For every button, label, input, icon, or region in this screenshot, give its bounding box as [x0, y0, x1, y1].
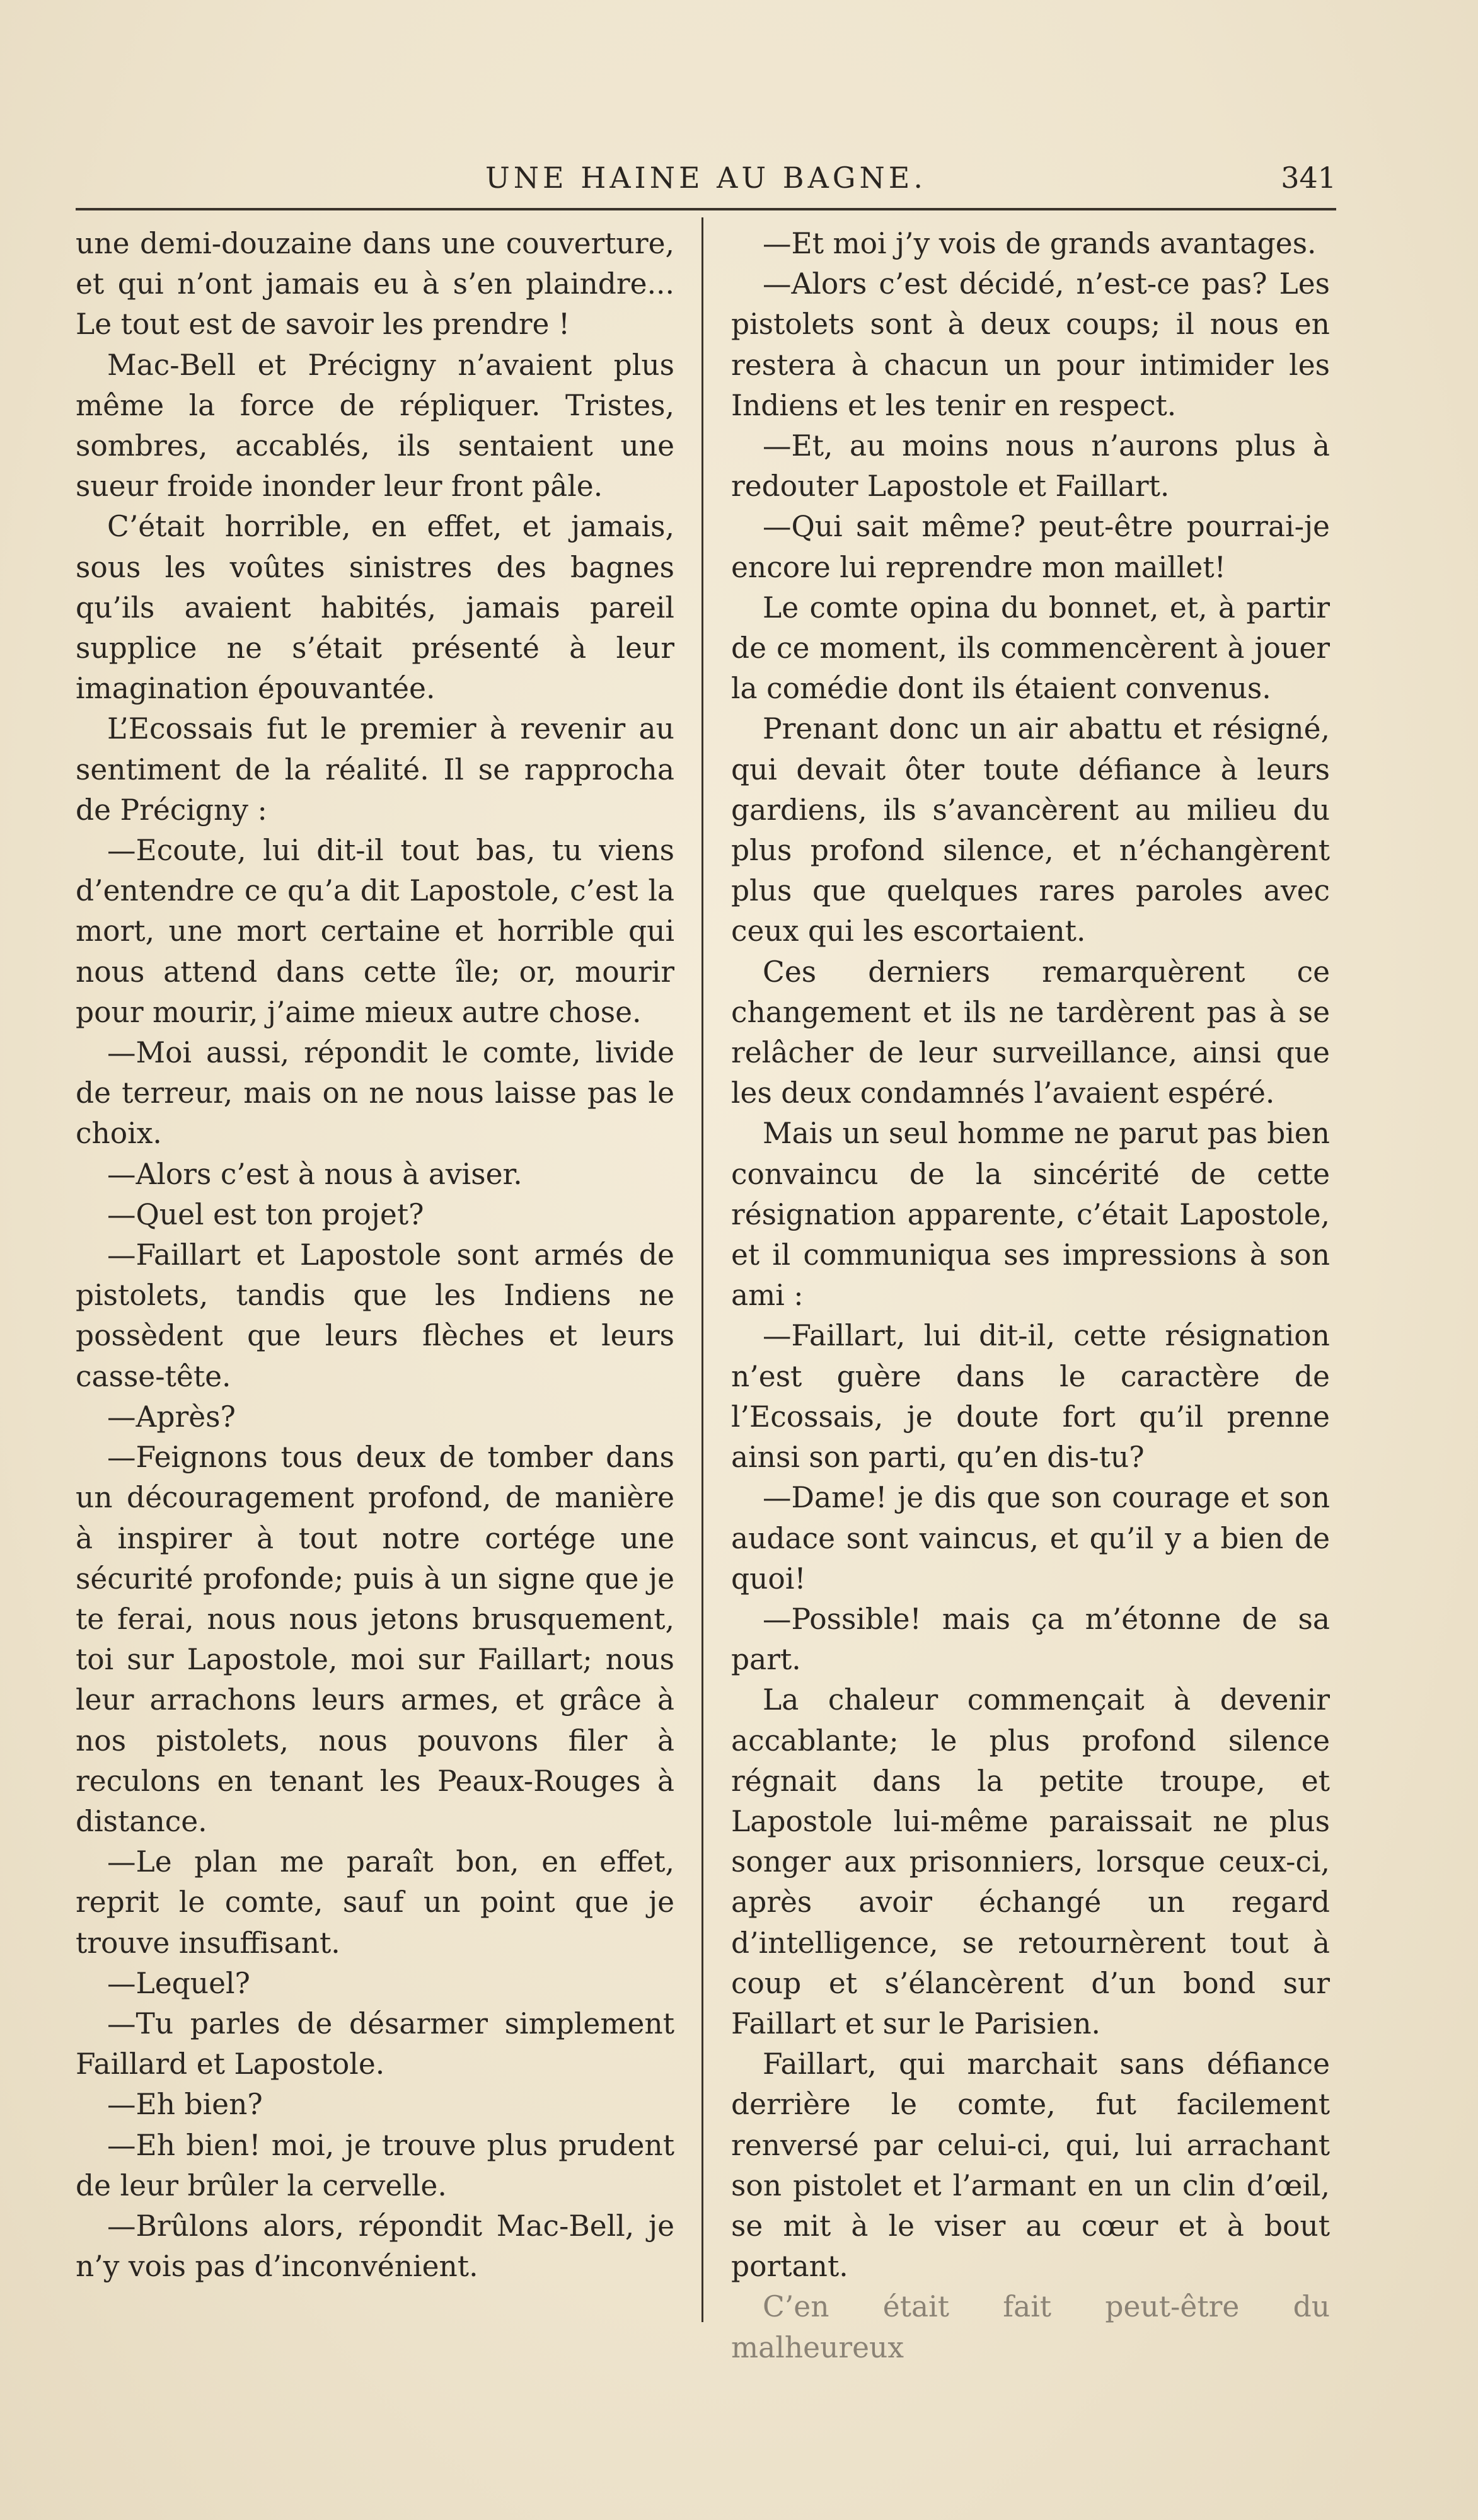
- right-column: [731, 224, 1330, 2368]
- paragraph: —Le plan me paraît bon, en effet, reprit le comte, sauf un point que je trouve insuffisant.: [76, 1845, 674, 1960]
- paragraph: Ces derniers remarquèrent ce changement et ils ne tardèrent pas à se relâcher de leur surveillance, ainsi que les deux condamnés l’avaient espéré.: [731, 955, 1330, 1110]
- paragraph: —Eh bien?: [107, 2088, 263, 2122]
- left-column: [76, 224, 674, 2287]
- paragraph: Mais un seul homme ne parut pas bien convaincu de la sincérité de cette résignation apparente, c’était Lapostole, et il communiqua ses impressions à son ami :: [731, 1117, 1330, 1313]
- page-header: [76, 161, 1336, 205]
- paragraph: —Feignons tous deux de tomber dans un découragement profond, de manière à inspirer à tout notre cortége une sécurité profonde; puis à un signe que je te ferai, nous nous jetons brusquement, toi sur Lapostole, moi sur Faillart; nous leur arrachons leurs armes, et grâce à nos pistolets, nous pouvons filer à reculons en tenant les Peaux-Rouges à distance.: [76, 1441, 674, 1838]
- paragraph: —Quel est ton projet?: [107, 1197, 424, 1231]
- paragraph: —Après?: [107, 1400, 236, 1434]
- paragraph: —Moi aussi, répondit le comte, livide de terreur, mais on ne nous laisse pas le choix.: [76, 1036, 674, 1151]
- paragraph: Le comte opina du bonnet, et, à partir de ce moment, ils commencèrent à jouer la comédie dont ils étaient convenus.: [731, 590, 1330, 706]
- paragraph: L’Ecossais fut le premier à revenir au sentiment de la réalité. Il se rapprocha de Précigny :: [76, 712, 674, 827]
- page-number: 341: [1281, 161, 1336, 195]
- paragraph: —Qui sait même? peut-être pourrai-je encore lui reprendre mon maillet!: [731, 510, 1330, 584]
- paragraph: —Faillart et Lapostole sont armés de pistolets, tandis que les Indiens ne possèdent que leurs flèches et leurs casse-tête.: [76, 1238, 674, 1393]
- paragraph: La chaleur commençait à devenir accablante; le plus profond silence régnait dans la petite troupe, et Lapostole lui-même paraissait ne plus songer aux prisonniers, lorsque ceux-ci, après avoir échangé un regard d’intelligence, se retournèrent tout à coup et s’élancèrent d’un bond sur Faillart et sur le Parisien.: [731, 1683, 1330, 2040]
- paragraph: une demi-douzaine dans une couverture, et qui n’ont jamais eu à s’en plaindre... Le tout est de savoir les prendre !: [76, 227, 674, 342]
- paragraph: C’était horrible, en effet, et jamais, sous les voûtes sinistres des bagnes qu’ils avaient habités, jamais pareil supplice ne s’était présenté à leur imagination épouvantée.: [76, 510, 674, 706]
- paragraph: —Dame! je dis que son courage et son audace sont vaincus, et qu’il y a bien de quoi!: [731, 1481, 1330, 1596]
- header-rule: [76, 208, 1336, 210]
- paragraph: C’en était fait peut-être du malheureux: [731, 2290, 1330, 2364]
- paragraph: —Faillart, lui dit-il, cette résignation n’est guère dans le caractère de l’Ecossais, je doute fort qu’il prenne ainsi son parti, qu’en dis-tu?: [731, 1319, 1330, 1475]
- paragraph: —Alors c’est décidé, n’est-ce pas? Les pistolets sont à deux coups; il nous en restera à chacun un pour intimider les Indiens et les tenir en respect.: [731, 267, 1330, 422]
- paragraph: —Lequel?: [107, 1966, 250, 2000]
- column-divider: [701, 217, 703, 2322]
- running-title: UNE HAINE AU BAGNE.: [485, 161, 927, 195]
- paragraph: —Et moi j’y vois de grands avantages.: [763, 227, 1317, 260]
- paragraph: Prenant donc un air abattu et résigné, qui devait ôter toute défiance à leurs gardiens, ils s’avancèrent au milieu du plus profond silence, et n’échangèrent plus que quelques rares paroles avec ceux qui les escortaient.: [731, 712, 1330, 948]
- paragraph: —Brûlons alors, répondit Mac-Bell, je n’y vois pas d’inconvénient.: [76, 2209, 674, 2284]
- paragraph: —Eh bien! moi, je trouve plus prudent de leur brûler la cervelle.: [76, 2128, 674, 2202]
- paragraph: Mac-Bell et Précigny n’avaient plus même la force de répliquer. Tristes, sombres, accablés, ils sentaient une sueur froide inonder leur front pâle.: [76, 348, 674, 503]
- paragraph: —Et, au moins nous n’aurons plus à redouter Lapostole et Faillart.: [731, 429, 1330, 503]
- paragraph: —Ecoute, lui dit-il tout bas, tu viens d’entendre ce qu’a dit Lapostole, c’est la mort, une mort certaine et horrible qui nous attend dans cette île; or, mourir pour mourir, j’aime mieux autre chose.: [76, 834, 674, 1029]
- paragraph: —Possible! mais ça m’étonne de sa part.: [731, 1602, 1330, 1677]
- paragraph: —Alors c’est à nous à aviser.: [107, 1157, 522, 1191]
- paragraph: Faillart, qui marchait sans défiance derrière le comte, fut facilement renversé par celui-ci, qui, lui arrachant son pistolet et l’armant en un clin d’œil, se mit à le viser au cœur et à bout portant.: [731, 2047, 1330, 2284]
- paragraph: —Tu parles de désarmer simplement Faillard et Lapostole.: [76, 2006, 674, 2081]
